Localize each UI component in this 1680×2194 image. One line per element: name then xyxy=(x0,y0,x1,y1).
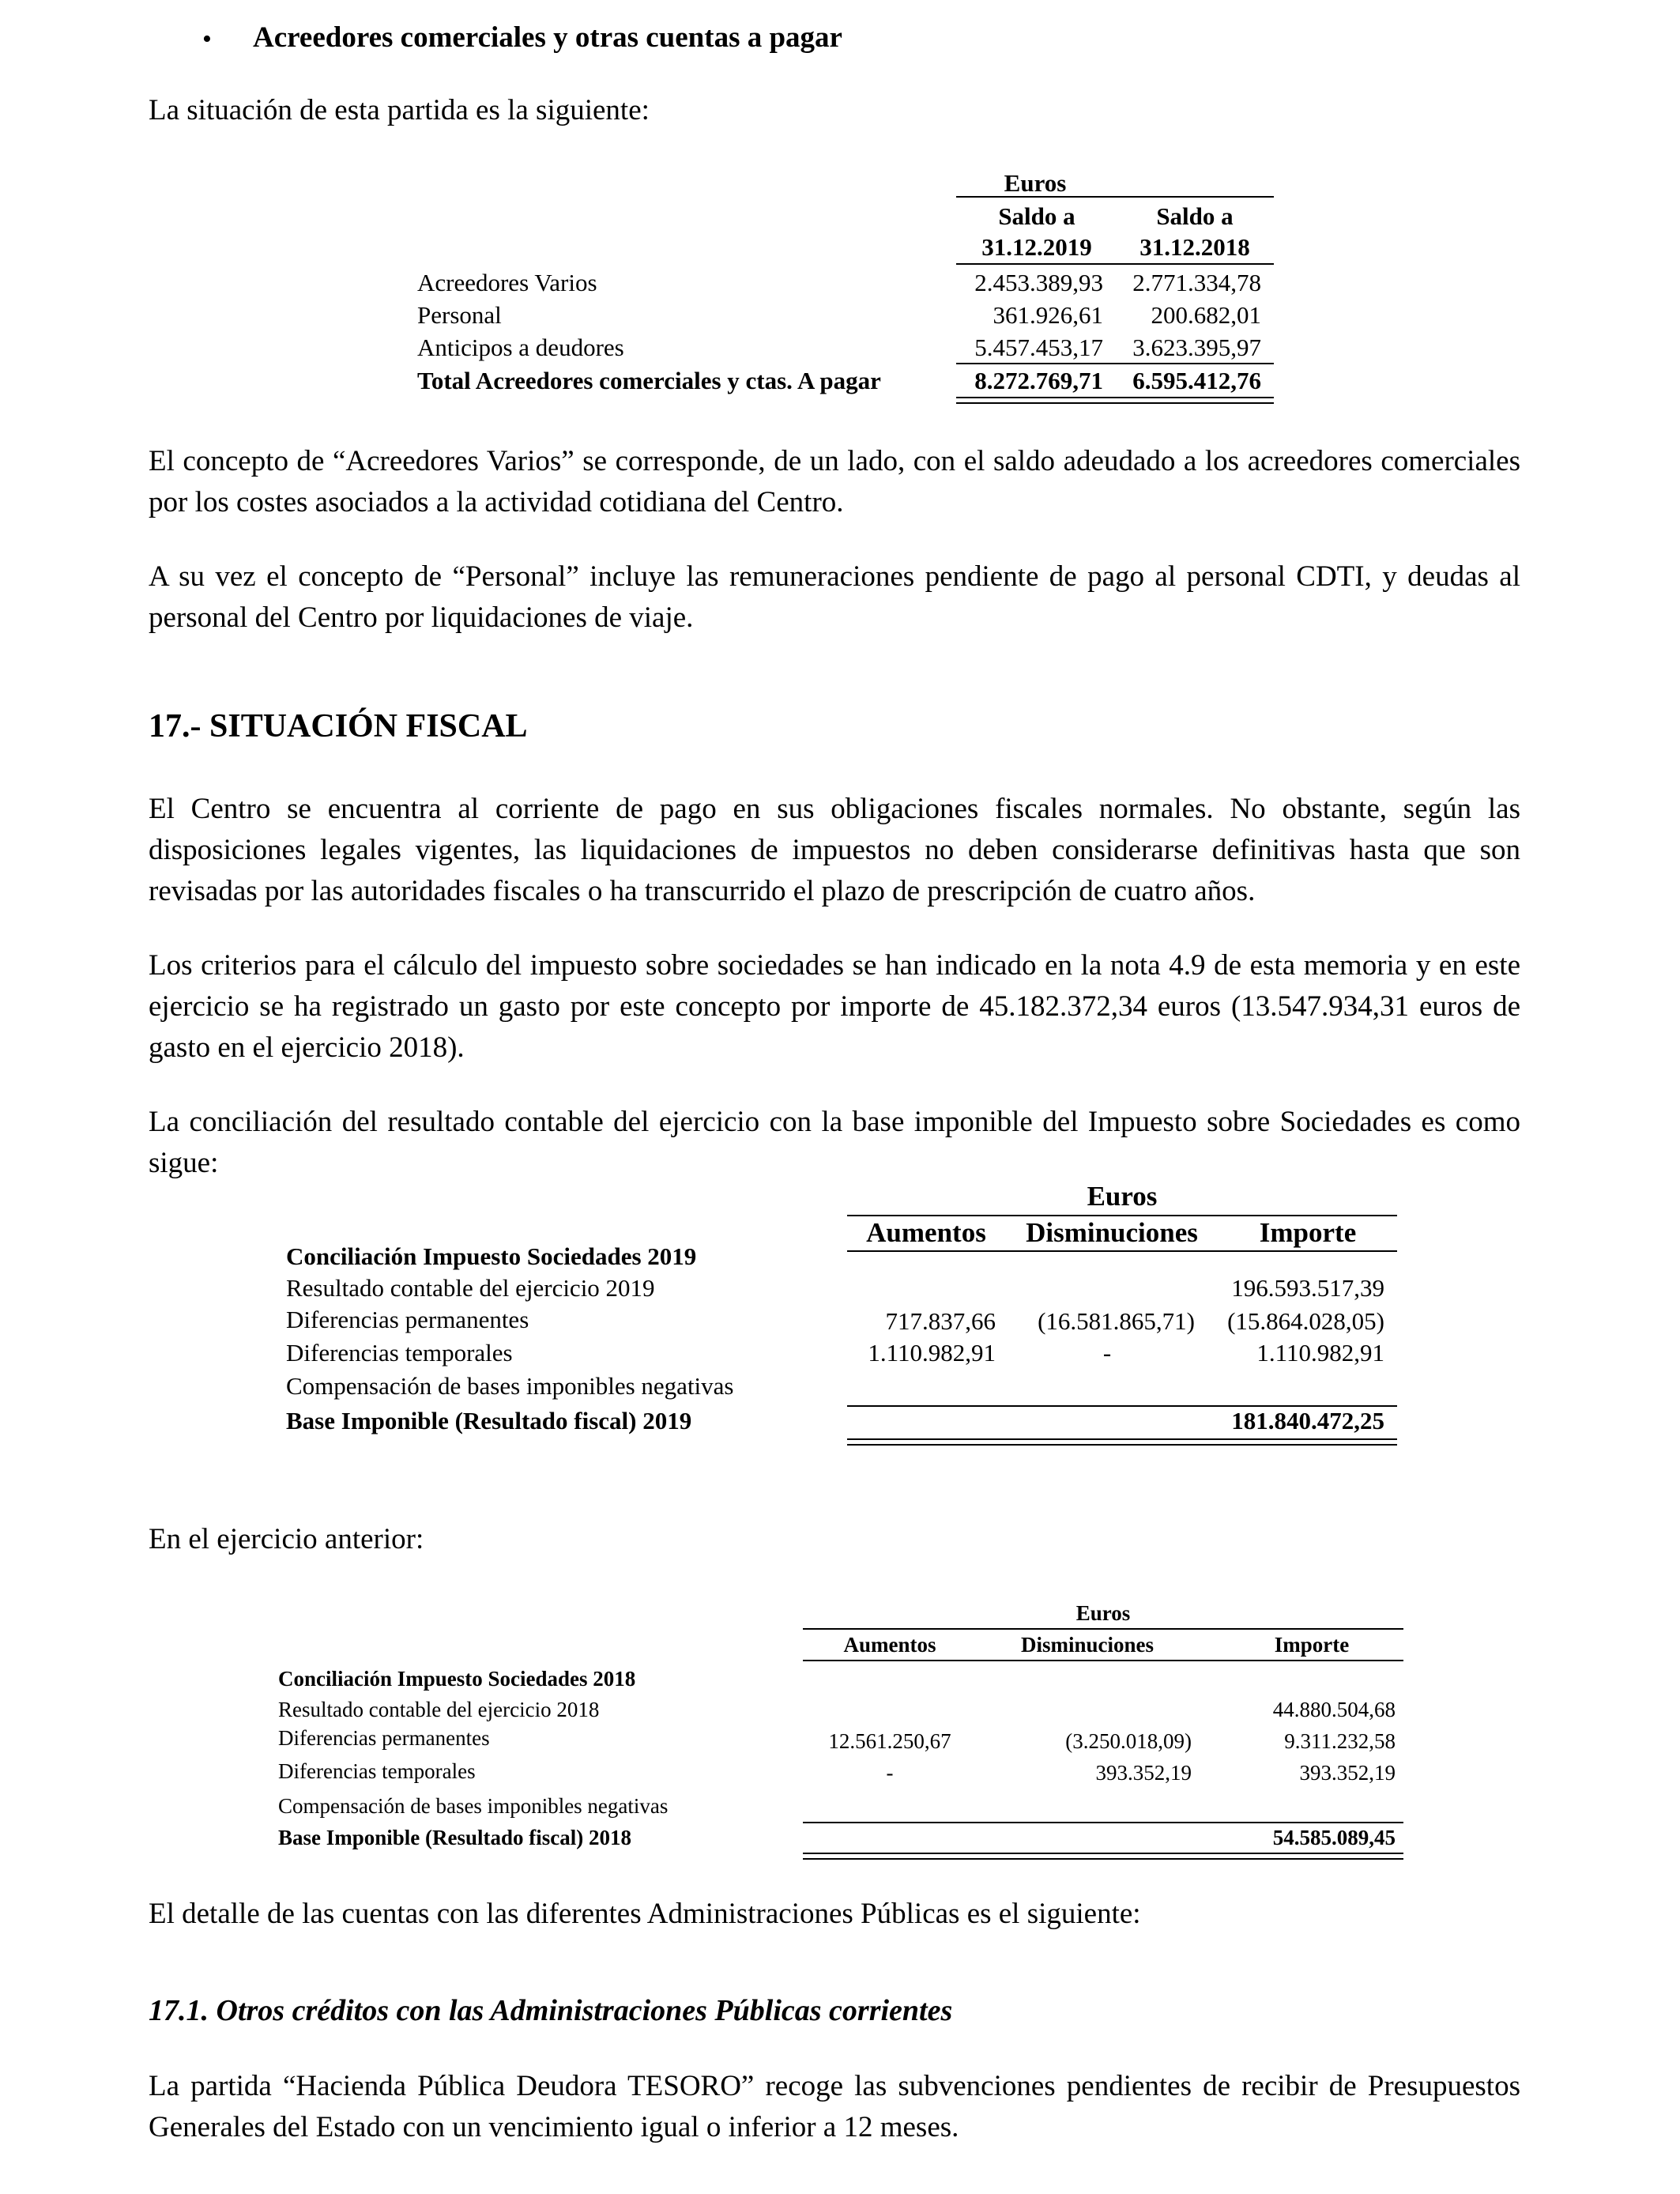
table2-header-importe: Importe xyxy=(1259,1217,1357,1248)
table1-row-label: Personal xyxy=(417,301,502,329)
table3-row-importe: 393.352,19 xyxy=(1299,1761,1396,1785)
bullet-heading: Acreedores comerciales y otras cuentas a pagar xyxy=(253,21,842,54)
table2-row-disminuciones: - xyxy=(1102,1339,1112,1367)
table1-row-value-2019: 2.453.389,93 xyxy=(974,269,1103,296)
table1-row-value-2018: 3.623.395,97 xyxy=(1132,334,1261,361)
paragraph-acreedores: El concepto de “Acreedores Varios” se corresponde, de un lado, con el saldo adeudado a los acreedores comerciales por los costes asociados a la actividad cotidiana del Centro. xyxy=(149,445,1520,518)
table1-row-value-2019: 5.457.453,17 xyxy=(974,334,1103,361)
table1-row-value-2018: 200.682,01 xyxy=(1151,301,1261,329)
table3-unit: Euros xyxy=(1075,1601,1131,1625)
table1-total-label: Total Acreedores comerciales y ctas. A pagar xyxy=(417,367,881,394)
table2-row-importe: 196.593.517,39 xyxy=(1231,1274,1384,1302)
table2-header-disminuciones: Disminuciones xyxy=(1026,1217,1198,1248)
table2-row-aumentos: 717.837,66 xyxy=(885,1307,996,1335)
table1-row-label: Acreedores Varios xyxy=(417,269,597,296)
table3-header-aumentos: Aumentos xyxy=(843,1633,936,1657)
table3-row-importe: 44.880.504,68 xyxy=(1272,1698,1396,1721)
table2-unit: Euros xyxy=(1087,1181,1158,1212)
section-title: 17.- SITUACIÓN FISCAL xyxy=(149,708,528,745)
table1-col2-date: 31.12.2018 xyxy=(1139,233,1250,261)
table1-unit: Euros xyxy=(1004,169,1067,197)
table1-row-label: Anticipos a deudores xyxy=(417,334,624,361)
table2-header-aumentos: Aumentos xyxy=(866,1217,986,1248)
paragraph-hacienda: La partida “Hacienda Pública Deudora TESORO” recoge las subvenciones pendientes de recibir de Presupuestos Generales del Estado con un vencimiento igual o inferior a 12 meses. xyxy=(149,2070,1520,2143)
table1-total-2019: 8.272.769,71 xyxy=(974,367,1103,394)
table3-row-aumentos: - xyxy=(886,1761,894,1785)
table3-header-disminuciones: Disminuciones xyxy=(1020,1633,1155,1657)
table1-row-value-2019: 361.926,61 xyxy=(993,301,1103,329)
table2-row-label: Diferencias temporales xyxy=(286,1339,513,1367)
table3-row-label: Diferencias permanentes xyxy=(278,1726,490,1750)
table3-header-importe: Importe xyxy=(1274,1633,1350,1657)
table2-row-label: Compensación de bases imponibles negativas xyxy=(286,1372,734,1400)
table2-row-disminuciones: (16.581.865,71) xyxy=(1038,1307,1195,1335)
table3-row-label: Diferencias temporales xyxy=(278,1759,476,1783)
paragraph-detalle: El detalle de las cuentas con las diferentes Administraciones Públicas es el siguiente: xyxy=(149,1898,1141,1930)
table3-title: Conciliación Impuesto Sociedades 2018 xyxy=(278,1667,636,1691)
table3-row-label: Resultado contable del ejercicio 2018 xyxy=(278,1698,600,1721)
paragraph-fiscal: El Centro se encuentra al corriente de pago en sus obligaciones fiscales normales. No obstante, según las disposiciones legales vigentes, las liquidaciones de impuestos no deben considerarse definitivas hasta que son revisadas por las autoridades fiscales o ha transcurrido el plazo de prescripción de cuatro años. xyxy=(149,793,1520,907)
table3-total-importe: 54.585.089,45 xyxy=(1272,1826,1396,1849)
table1-total-2018: 6.595.412,76 xyxy=(1132,367,1261,394)
table1-col2-header: Saldo a xyxy=(1156,202,1234,230)
table1-col1-date: 31.12.2019 xyxy=(981,233,1092,261)
table3-row-disminuciones: (3.250.018,09) xyxy=(1065,1729,1192,1753)
table2-title: Conciliación Impuesto Sociedades 2019 xyxy=(286,1242,697,1270)
paragraph-anterior: En el ejercicio anterior: xyxy=(149,1523,424,1555)
subsection-title: 17.1. Otros créditos con las Administraciones Públicas corrientes xyxy=(149,1994,953,2027)
table2-row-importe: 1.110.982,91 xyxy=(1256,1339,1384,1367)
table2-total-label: Base Imponible (Resultado fiscal) 2019 xyxy=(286,1407,692,1434)
paragraph-criterios: Los criterios para el cálculo del impuesto sobre sociedades se han indicado en la nota 4.9 de esta memoria y en este ejercicio se ha registrado un gasto por este concepto por importe de 45.182.372,34 euros (13.547.934,31 euros de gasto en el ejercicio 2018). xyxy=(149,949,1520,1064)
table2-row-label: Diferencias permanentes xyxy=(286,1306,529,1333)
table2-row-aumentos: 1.110.982,91 xyxy=(868,1339,996,1367)
table1-col1-header: Saldo a xyxy=(998,202,1075,230)
bullet-icon: • xyxy=(202,25,212,54)
table1-row-value-2018: 2.771.334,78 xyxy=(1132,269,1261,296)
paragraph-conciliacion: La conciliación del resultado contable del ejercicio con la base imponible del Impuesto sobre Sociedades es como sigue: xyxy=(149,1106,1520,1179)
table2-total-importe: 181.840.472,25 xyxy=(1231,1407,1384,1434)
intro-text: La situación de esta partida es la siguiente: xyxy=(149,94,650,126)
table3-row-label: Compensación de bases imponibles negativas xyxy=(278,1794,669,1818)
table2-row-importe: (15.864.028,05) xyxy=(1227,1307,1384,1335)
table2-row-label: Resultado contable del ejercicio 2019 xyxy=(286,1274,655,1302)
table3-row-importe: 9.311.232,58 xyxy=(1284,1729,1396,1753)
paragraph-personal: A su vez el concepto de “Personal” incluye las remuneraciones pendiente de pago al personal CDTI, y deudas al personal del Centro por liquidaciones de viaje. xyxy=(149,560,1520,634)
table3-row-aumentos: 12.561.250,67 xyxy=(828,1729,951,1753)
table3-total-label: Base Imponible (Resultado fiscal) 2018 xyxy=(278,1826,632,1849)
table3-row-disminuciones: 393.352,19 xyxy=(1095,1761,1192,1785)
